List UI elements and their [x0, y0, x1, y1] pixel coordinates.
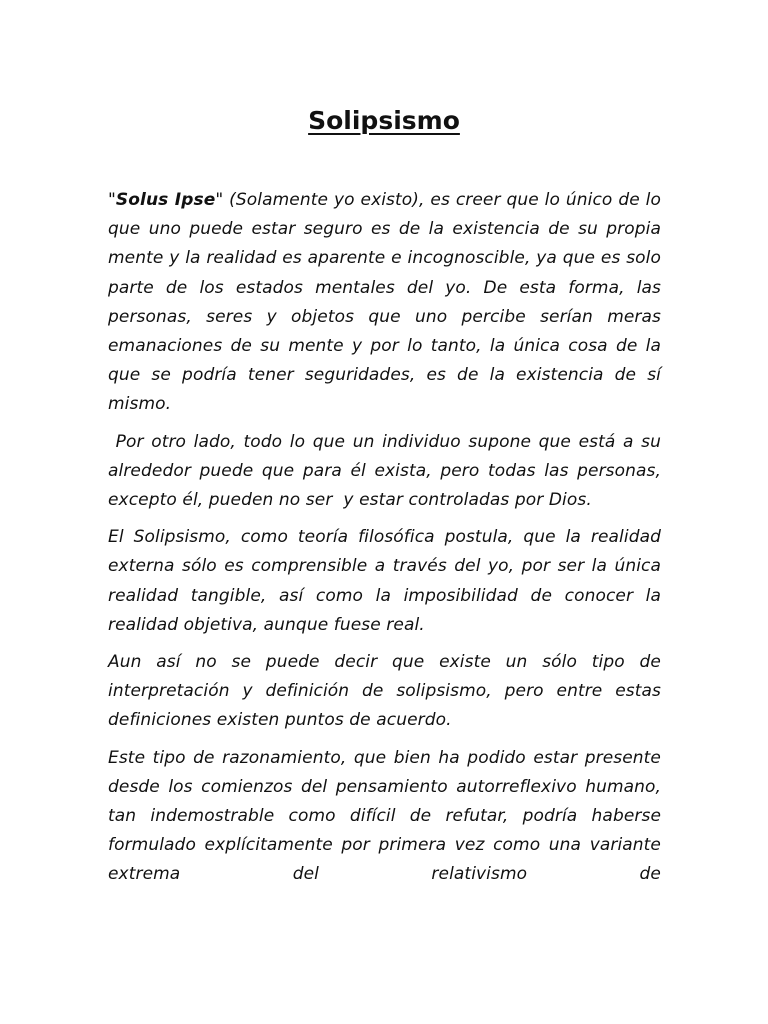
quote-close: "	[215, 190, 224, 210]
paragraph-5-text: Este tipo de razonamiento, que bien ha podido estar presente desde los comienzos del pensamiento autorreflexivo humano, tan indemostrable como difícil de refutar, podría haberse formulado explícitamente por primera vez como una variante extrema del relativismo de	[108, 747, 661, 885]
document-title-text: Solipsismo	[308, 106, 460, 135]
document-title	[0, 106, 768, 135]
quote-open: "	[108, 190, 116, 210]
document-body	[108, 186, 667, 898]
paragraph-5	[108, 744, 661, 890]
paragraph-4	[108, 648, 661, 736]
term-solus-ipse: Solus Ipse	[115, 190, 216, 210]
paragraph-4-text: Aun así no se puede decir que existe un sólo tipo de interpretación y definición de solipsismo, pero entre estas definiciones existen puntos de acuerdo.	[108, 652, 661, 731]
paragraph-1	[108, 186, 661, 420]
paragraph-3-text: El Solipsismo, como teoría filosófica postula, que la realidad externa sólo es comprensible a través del yo, por ser la única realidad tangible, así como la imposibilidad de conocer la realidad objetiva, aunque fuese real.	[108, 527, 661, 635]
paragraph-2-text: Por otro lado, todo lo que un individuo supone que está a su alrededor puede que para él exista, pero todas las personas, excepto él, pueden no ser y estar controladas por Dios.	[108, 431, 667, 511]
paragraph-1-text: (Solamente yo existo), es creer que lo único de lo que uno puede estar seguro es de la existencia de su propia mente y la realidad es aparente e incognoscible, ya que es solo parte de los estados mentales del yo. De esta forma, las personas, seres y objetos que uno percibe serían meras emanaciones de su mente y por lo tanto, la única cosa de la que se podría tener seguridades, es de la existencia de sí mismo.	[108, 190, 661, 415]
paragraph-2	[108, 428, 667, 516]
paragraph-3	[108, 523, 661, 640]
